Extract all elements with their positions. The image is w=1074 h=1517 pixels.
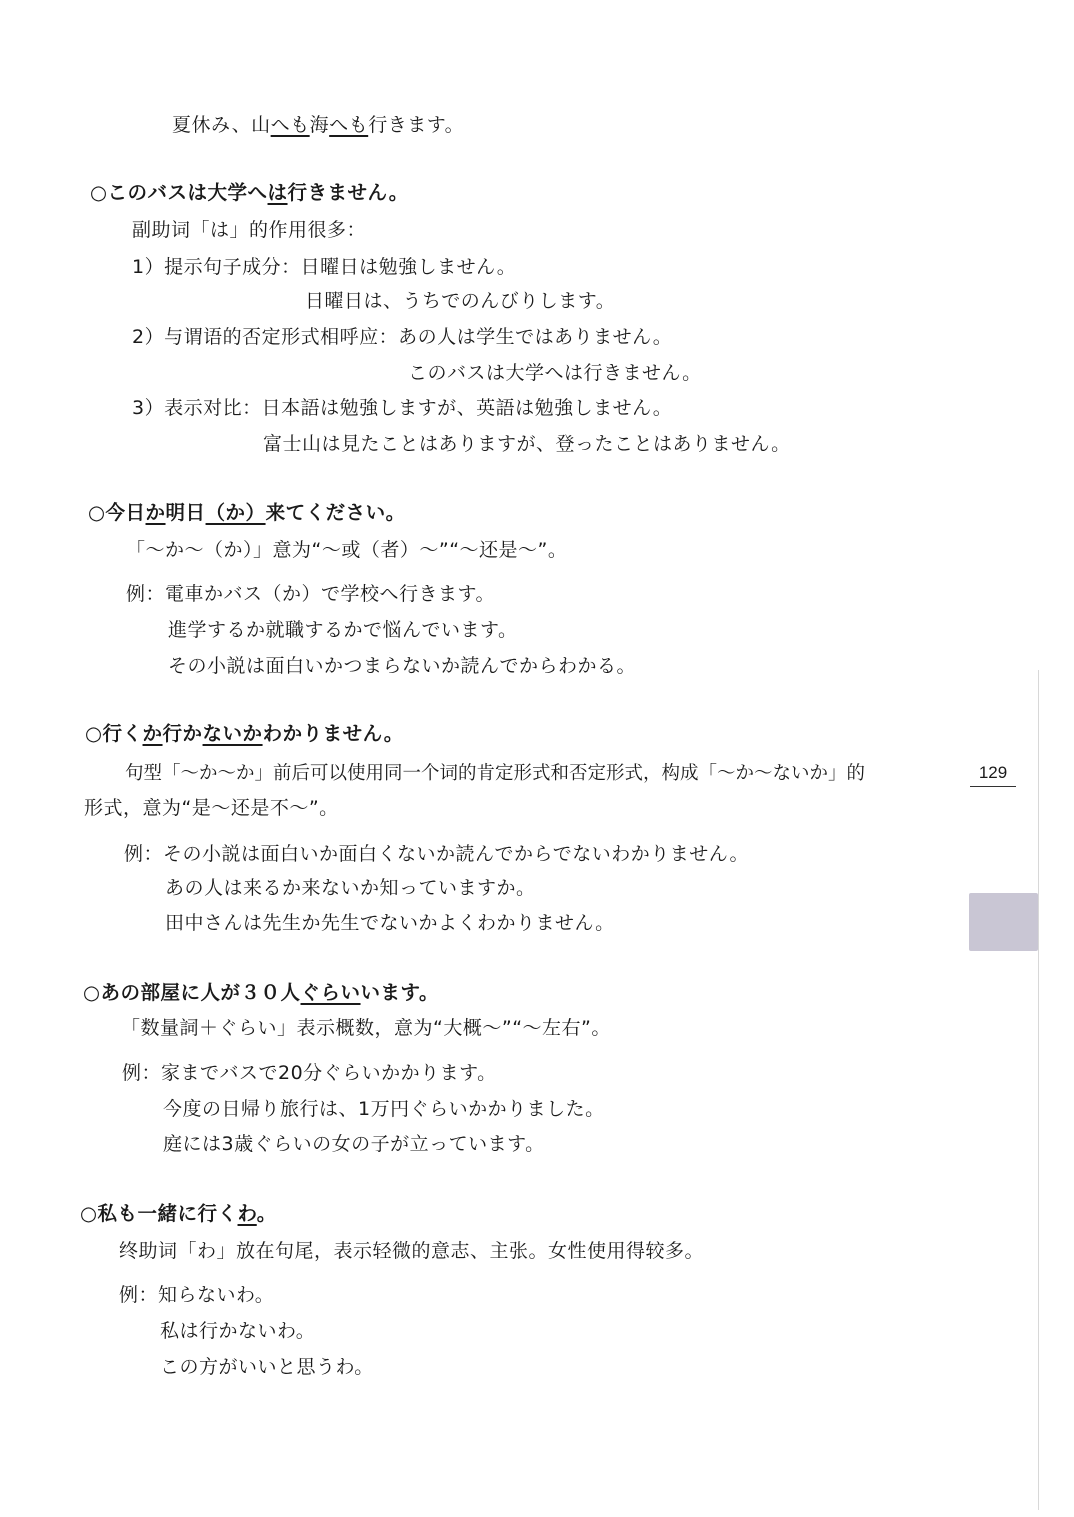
text-fragment: ○行く [85, 722, 143, 745]
explanation-line: 「数量詞＋ぐらい」表示概数，意为“大概～”“～左右”。 [121, 1017, 611, 1039]
usage-line: 1）提示句子成分：日曜日は勉強しません。 [132, 256, 517, 278]
underlined-particle: か [142, 722, 163, 745]
explanation-line: 句型「～か～か」前后可以使用同一个词的肯定形式和否定形式，构成「～か～ないか」的 [125, 763, 866, 784]
example-line: この方がいいと思うわ。 [160, 1356, 374, 1378]
text-fragment: ○私も一緒に行く [80, 1202, 238, 1225]
explanation-line: 终助词「わ」放在句尾，表示轻微的意志、主张。女性使用得较多。 [119, 1240, 705, 1262]
example-line: あの人は来るか来ないか知っていますか。 [165, 877, 536, 899]
text-fragment: ○あの部屋に人が３０人 [83, 981, 301, 1004]
underlined-particle: へも [270, 114, 310, 136]
underlined-particle: ぐらい [300, 981, 361, 1004]
example-line: このバスは大学へは行きません。 [408, 362, 702, 384]
text-fragment: 行きます。 [368, 114, 465, 136]
explanation-line: 副助词「は」的作用很多： [132, 219, 367, 241]
example-sentence [172, 112, 464, 138]
underlined-particle: ないか [202, 722, 263, 745]
explanation-line: 「～か～（か）」意为“～或（者）～”“～还是～”。 [126, 539, 568, 561]
text-fragment: 明日 [165, 501, 206, 524]
text-fragment: ○今日 [88, 501, 146, 524]
text-fragment: わかりません。 [262, 722, 404, 745]
example-line: 富士山は見たことはありますが、登ったことはありません。 [263, 433, 791, 455]
text-fragment: います。 [360, 981, 439, 1004]
text-fragment: 行きません。 [287, 181, 409, 204]
example-line: 例：電車かバス（か）で学校へ行きます。 [126, 583, 495, 605]
underlined-particle: へも [329, 114, 369, 136]
example-line: 今度の日帰り旅行は、1万円ぐらいかかりました。 [163, 1098, 605, 1120]
section-heading [88, 500, 406, 526]
example-line: 日曜日は、うちでのんびりします。 [305, 290, 616, 312]
underlined-particle: は [267, 181, 288, 204]
section-heading [80, 1201, 277, 1227]
example-line: その小説は面白いかつまらないか読んでからわかる。 [168, 655, 637, 677]
text-fragment: ○このバスは大学へ [90, 181, 268, 204]
example-line: 例：知らないわ。 [119, 1284, 275, 1306]
section-heading [90, 180, 409, 206]
chapter-tab [969, 893, 1038, 951]
example-line: 私は行かないわ。 [160, 1320, 316, 1342]
text-fragment: 夏休み、山 [172, 114, 271, 136]
section-heading [85, 721, 404, 747]
page-edge-divider [1038, 670, 1039, 1510]
example-line: 例：その小説は面白いか面白くないか読んでからでないわかりません。 [124, 843, 749, 865]
text-fragment: 来てください。 [265, 501, 406, 524]
usage-line: 3）表示对比：日本語は勉強しますが、英語は勉強しません。 [132, 397, 673, 419]
example-line: 進学するか就職するかで悩んでいます。 [168, 619, 518, 641]
page-number: 129 [970, 760, 1016, 787]
text-fragment: 行か [162, 722, 203, 745]
example-line: 例：家までバスで20分ぐらいかかります。 [122, 1062, 497, 1084]
example-line: 田中さんは先生か先生でないかよくわかりません。 [165, 912, 615, 934]
usage-line: 2）与谓语的否定形式相呼应：あの人は学生ではありません。 [132, 326, 673, 348]
section-heading [83, 980, 439, 1006]
underlined-particle: （か） [205, 501, 266, 524]
example-line: 庭には3歳ぐらいの女の子が立っています。 [163, 1133, 545, 1155]
text-fragment: 海 [309, 114, 330, 136]
explanation-line: 形式，意为“是～还是不～”。 [84, 797, 339, 819]
underlined-particle: か [145, 501, 166, 524]
underlined-particle: わ [237, 1202, 257, 1225]
text-fragment: 。 [256, 1202, 277, 1225]
